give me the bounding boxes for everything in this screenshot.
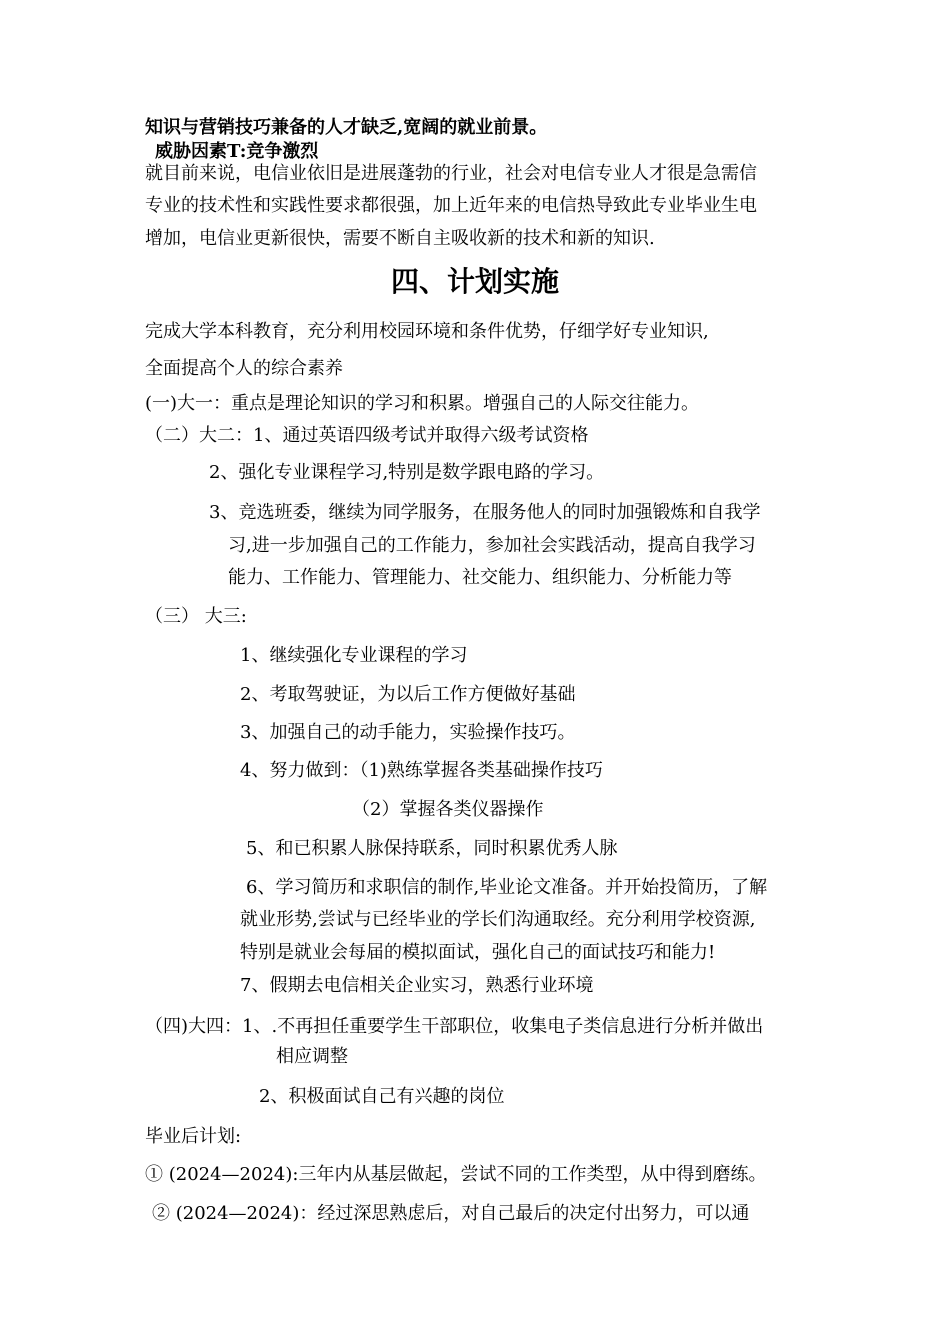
year3-item: 4、努力做到：（1)熟练掌握各类基础操作技巧 xyxy=(240,760,603,781)
intro-line: 完成大学本科教育，充分利用校园环境和条件优势，仔细学好专业知识, xyxy=(145,321,709,342)
year2-plan-line: （二）大二：1、通过英语四级考试并取得六级考试资格 xyxy=(145,425,589,446)
intro-line: 全面提高个人的综合素养 xyxy=(145,358,343,379)
year2-plan-line: 3、竞选班委，继续为同学服务，在服务他人的同时加强锻炼和自我学 xyxy=(209,502,761,523)
threat-paragraph-line: 专业的技术性和实践性要求都很强，加上近年来的电信热导致此专业毕业生电 xyxy=(145,195,757,216)
after-graduation-plan: ② (2024—2024)：经过深思熟虑后，对自己最后的决定付出努力，可以通 xyxy=(152,1203,750,1224)
after-graduation-plan: ① (2024—2024):三年内从基层做起，尝试不同的工作类型，从中得到磨练。 xyxy=(145,1164,767,1185)
year3-item: 1、继续强化专业课程的学习 xyxy=(240,645,468,666)
threat-paragraph-line: 增加，电信业更新很快，需要不断自主吸收新的技术和新的知识. xyxy=(145,228,655,249)
year3-item: 3、加强自己的动手能力，实验操作技巧。 xyxy=(240,722,576,743)
year3-item: 2、考取驾驶证，为以后工作方便做好基础 xyxy=(240,684,576,705)
year3-item6-line: 6、学习简历和求职信的制作,毕业论文准备。并开始投简历，了解 xyxy=(246,877,768,898)
year3-heading: （三） 大三: xyxy=(145,606,247,627)
threat-heading: 威胁因素T:竞争激烈 xyxy=(155,141,319,162)
threat-paragraph-line: 就目前来说，电信业依旧是进展蓬勃的行业，社会对电信专业人才很是急需信 xyxy=(145,163,757,184)
after-graduation-heading: 毕业后计划: xyxy=(145,1126,242,1147)
year3-item: 7、假期去电信相关企业实习，熟悉行业环境 xyxy=(240,975,594,996)
year2-plan-line: 习,进一步加强自己的工作能力，参加社会实践活动，提高自我学习 xyxy=(228,535,756,556)
year2-plan-line: 能力、工作能力、管理能力、社交能力、组织能力、分析能力等 xyxy=(228,567,732,588)
year1-plan: (一)大一：重点是理论知识的学习和积累。增强自己的人际交往能力。 xyxy=(145,393,700,414)
year4-plan-line: 相应调整 xyxy=(276,1046,348,1067)
year3-item: （2）掌握各类仪器操作 xyxy=(352,799,544,820)
year2-plan-line: 2、强化专业课程学习,特别是数学跟电路的学习。 xyxy=(209,462,605,483)
year4-plan-line: 2、积极面试自己有兴趣的岗位 xyxy=(259,1086,505,1107)
prospect-line: 知识与营销技巧兼备的人才缺乏,宽阔的就业前景。 xyxy=(145,117,548,138)
year3-item: 5、和已积累人脉保持联系，同时积累优秀人脉 xyxy=(246,838,618,859)
section-title: 四、计划实施 xyxy=(390,265,559,298)
year3-item6-line: 就业形势,尝试与已经毕业的学长们沟通取经。充分利用学校资源, xyxy=(240,909,756,930)
year3-item6-line: 特别是就业会每届的模拟面试，强化自己的面试技巧和能力! xyxy=(240,942,716,963)
year4-plan-line: （四)大四：1、.不再担任重要学生干部职位，收集电子类信息进行分析并做出 xyxy=(145,1016,764,1037)
